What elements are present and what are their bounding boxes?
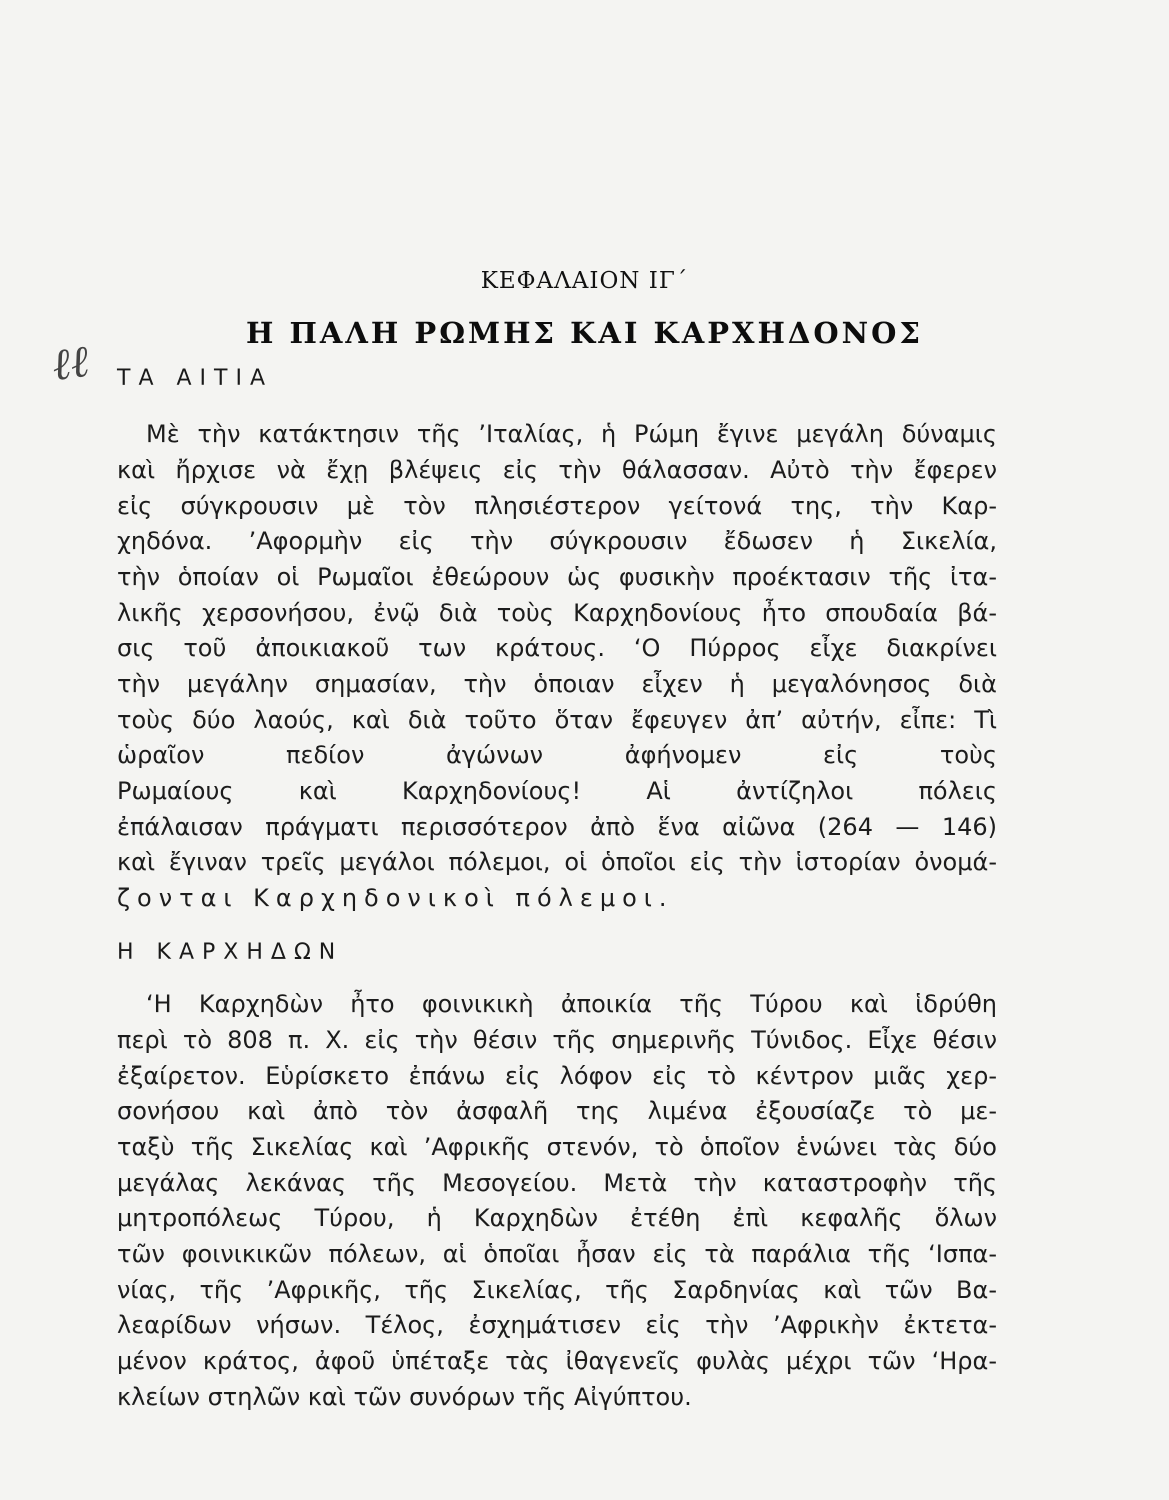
paragraph-line: καὶ ἤρχισε νὰ ἔχῃ βλέψεις εἰς τὴν θάλασσαν. Αὐτὸ τὴν ἔφερεν xyxy=(117,456,997,484)
paragraph-line: ταξὺ τῆς Σικελίας καὶ ’Αφρικῆς στενόν, τὸ ὁποῖον ἑνώνει τὰς δύο xyxy=(117,1133,997,1161)
paragraph-line: καὶ ἔγιναν τρεῖς μεγάλοι πόλεμοι, οἱ ὁποῖοι εἰς τὴν ἱστορίαν ὀνομά- xyxy=(117,848,997,876)
paragraph-line: λικῆς χερσονήσου, ἐνῷ διὰ τοὺς Καρχηδονίους ἦτο σπουδαία βά- xyxy=(117,599,997,627)
paragraph-line: μητροπόλεως Τύρου, ἡ Καρχηδὼν ἐτέθη ἐπὶ κεφαλῆς ὅλων xyxy=(117,1204,997,1232)
handwritten-margin-note: ℓℓ xyxy=(48,335,93,392)
paragraph-line: λεαρίδων νήσων. Τέλος, ἐσχημάτισεν εἰς τὴν ’Αφρικὴν ἐκτετα- xyxy=(117,1311,997,1339)
paragraph-line: ζονται Καρχηδονικοὶ πόλεμοι. xyxy=(117,884,674,912)
paragraph-line: σις τοῦ ἀποικιακοῦ των κράτους. ‘Ο Πύρρος εἶχε διακρίνει xyxy=(117,634,997,662)
paragraph-line: χηδόνα. ’Αφορμὴν εἰς τὴν σύγκρουσιν ἔδωσεν ἡ Σικελία, xyxy=(117,527,997,555)
paragraph-line: μένον κράτος, ἀφοῦ ὑπέταξε τὰς ἰθαγενεῖς φυλὰς μέχρι τῶν ‘Ηρα- xyxy=(117,1347,997,1375)
paragraph-line: ὡραῖον πεδίον ἀγώνων ἀφήνομεν εἰς τοὺς xyxy=(117,741,997,769)
paragraph-line: Μὲ τὴν κατάκτησιν τῆς ’Ιταλίας, ἡ Ρώμη ἔγινε μεγάλη δύναμις xyxy=(146,420,997,448)
paragraph-line: νίας, τῆς ’Αφρικῆς, τῆς Σικελίας, τῆς Σαρδηνίας καὶ τῶν Βα- xyxy=(117,1276,997,1304)
paragraph-line: τοὺς δύο λαούς, καὶ διὰ τοῦτο ὅταν ἔφευγεν ἀπ’ αὐτήν, εἶπε: Τὶ xyxy=(117,706,997,734)
paragraph-line: τὴν μεγάλην σημασίαν, τὴν ὁποιαν εἶχεν ἡ μεγαλόνησος διὰ xyxy=(117,670,997,698)
paragraph-line: Ρωμαίους καὶ Καρχηδονίους! Αἱ ἀντίζηλοι πόλεις xyxy=(117,777,997,805)
chapter-title: Η ΠΑΛΗ ΡΩΜΗΣ ΚΑΙ ΚΑΡΧΗΔΟΝΟΣ xyxy=(246,316,923,350)
paragraph-line: περὶ τὸ 808 π. Χ. εἰς τὴν θέσιν τῆς σημερινῆς Τύνιδος. Εἶχε θέσιν xyxy=(117,1026,997,1054)
paragraph-line: ἐξαίρετον. Εὑρίσκετο ἐπάνω εἰς λόφον εἰς τὸ κέντρον μιᾶς χερ- xyxy=(117,1062,997,1090)
paragraph-line: τὴν ὁποίαν οἱ Ρωμαῖοι ἐθεώρουν ὡς φυσικὴν προέκτασιν τῆς ἰτα- xyxy=(117,563,997,591)
chapter-label: ΚΕΦΑΛΑΙΟΝ ΙΓ΄ xyxy=(480,268,689,294)
paragraph-line: σονήσου καὶ ἀπὸ τὸν ἀσφαλῆ της λιμένα ἐξουσίαζε τὸ με- xyxy=(117,1097,997,1125)
paragraph-line: εἰς σύγκρουσιν μὲ τὸν πλησιέστερον γείτονά της, τὴν Καρ- xyxy=(117,492,997,520)
section-heading-carthage: Η ΚΑΡΧΗΔΩΝ xyxy=(117,940,344,965)
paragraph-line: ἐπάλαισαν πράγματι περισσότερον ἀπὸ ἕνα αἰῶνα (264 — 146) xyxy=(117,813,997,841)
paragraph-line: τῶν φοινικικῶν πόλεων, αἱ ὁποῖαι ἦσαν εἰς τὰ παράλια τῆς ‘Ισπα- xyxy=(117,1240,997,1268)
paragraph-line: κλείων στηλῶν καὶ τῶν συνόρων τῆς Αἰγύπτου. xyxy=(117,1383,692,1411)
paragraph-line: μεγάλας λεκάνας τῆς Μεσογείου. Μετὰ τὴν καταστροφὴν τῆς xyxy=(117,1169,997,1197)
paragraph-line: ‘Η Καρχηδὼν ἦτο φοινικικὴ ἀποικία τῆς Τύρου καὶ ἱδρύθη xyxy=(146,990,997,1018)
section-heading-causes: ΤΑ ΑΙΤΙΑ xyxy=(117,366,273,391)
